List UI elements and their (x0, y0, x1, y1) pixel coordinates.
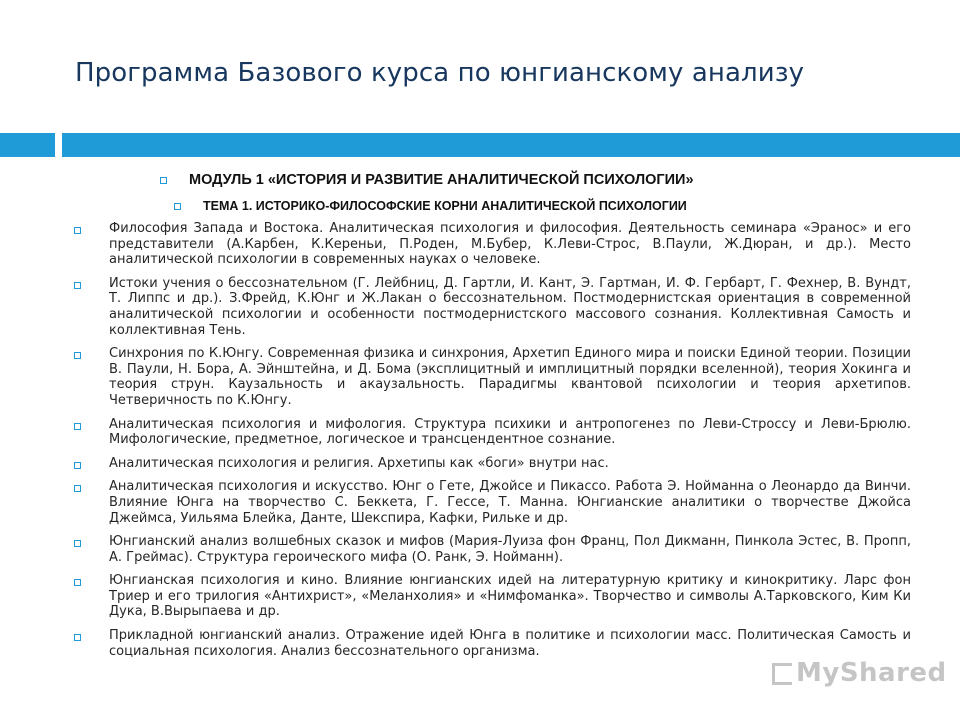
list-item-text: Истоки учения о бессознательном (Г. Лейбниц, Д. Гартли, И. Кант, Э. Гартман, И. Ф. Гербарт, Г. Фехнер, В. Вундт, Т. Липпс и др.). З.Фрейд, К.Юнг и Ж.Лакан о бессознательном. Постмодернистская ориентация в современной аналитической психологии и особенности постмодернистского массового сознания. Коллективная Самость и коллективная Тень. (109, 275, 911, 338)
square-bullet-icon (74, 462, 81, 469)
list-item (74, 417, 912, 448)
square-bullet-icon (74, 579, 81, 586)
list-item-text: Прикладной юнгианский анализ. Отражение идей Юнга в политике и психологии масс. Политическая Самость и социальная психология. Анализ бессознательного организма. (109, 628, 911, 659)
topic-heading-text: ТЕМА 1. ИСТОРИКО-ФИЛОСОФСКИЕ КОРНИ АНАЛИТИЧЕСКОЙ ПСИХОЛОГИИ (203, 199, 687, 213)
list-item-text: Философия Запада и Востока. Аналитическая психология и философия. Деятельность семинара «Эранос» и его представители (А.Карбен, К.Кереньи, П.Роден, М.Бубер, К.Леви-Строс, В.Паули, Ж.Дюран, и др.). Место аналитической психологии в современных науках о человеке. (109, 221, 911, 268)
watermark-logo-icon (772, 663, 792, 685)
list-item-text: Аналитическая психология и мифология. Структура психики и антропогенез по Леви-Строссу и Леви-Брюлю. Мифологические, предметное, логическое и трансцендентное сознание. (109, 416, 911, 448)
square-bullet-icon (74, 282, 81, 289)
list-item-text: Аналитическая психология и искусство. Юнг о Гете, Джойсе и Пикассо. Работа Э. Нойманна о Леонардо да Винчи. Влияние Юнга на творчество С. Беккета, Г. Гессе, Т. Манна. Юнгианские аналитики о творчестве Джойса Джеймса, Уильяма Блейка, Данте, Шекспира, Кафки, Рильке и др. (109, 479, 911, 526)
module-heading-text: МОДУЛЬ 1 «ИСТОРИЯ И РАЗВИТИЕ АНАЛИТИЧЕСКОЙ ПСИХОЛОГИИ» (189, 172, 694, 188)
page-title: Программа Базового курса по юнгианскому анализу (75, 58, 805, 88)
square-bullet-icon (174, 203, 181, 210)
list-item (74, 456, 912, 472)
list-item (74, 573, 912, 620)
list-item (74, 479, 912, 526)
accent-bar-left (0, 133, 55, 157)
topic-heading (174, 199, 687, 213)
list-item (74, 346, 912, 408)
accent-bar-right (62, 133, 960, 157)
list-item-text: Юнгианский анализ волшебных сказок и мифов (Мария-Луиза фон Франц, Пол Дикманн, Пинкола Эстес, В. Пропп, А. Греймас). Структура героического мифа (О. Ранк, Э. Нойманн). (109, 534, 911, 565)
square-bullet-icon (74, 634, 81, 641)
square-bullet-icon (74, 540, 81, 547)
list-item-text: Синхрония по К.Юнгу. Современная физика и синхрония, Архетип Единого мира и поиски Единой теории. Позиции В. Паули, Н. Бора, А. Эйнштейна, и Д. Бома (эксплицитный и имплицитный порядки вселенной), теория Хокинга и теория струн. Каузальность и акаузальность. Парадигмы квантовой психологии и теория архетипов. Четверичность по К.Юнгу. (109, 346, 911, 408)
square-bullet-icon (74, 485, 81, 492)
list-item (74, 221, 912, 268)
list-item (74, 276, 912, 338)
list-item-text: Аналитическая психология и религия. Архетипы как «боги» внутри нас. (109, 455, 609, 471)
module-heading (160, 172, 694, 188)
square-bullet-icon (160, 177, 167, 184)
square-bullet-icon (74, 227, 81, 234)
watermark-text: МyShared (796, 658, 947, 688)
square-bullet-icon (74, 352, 81, 359)
square-bullet-icon (74, 423, 81, 430)
list-item (74, 534, 912, 565)
site-watermark (772, 658, 947, 688)
list-item-text: Юнгианская психология и кино. Влияние юнгианских идей на литературную критику и кинокритику. Ларс фон Триер и его трилогия «Антихрист», «Меланхолия» и «Нимфоманка». Творчество и символы А.Тарковского, Ким Ки Дука, В.Вырыпаева и др. (109, 573, 911, 620)
syllabus-list (74, 221, 912, 667)
list-item (74, 628, 912, 659)
